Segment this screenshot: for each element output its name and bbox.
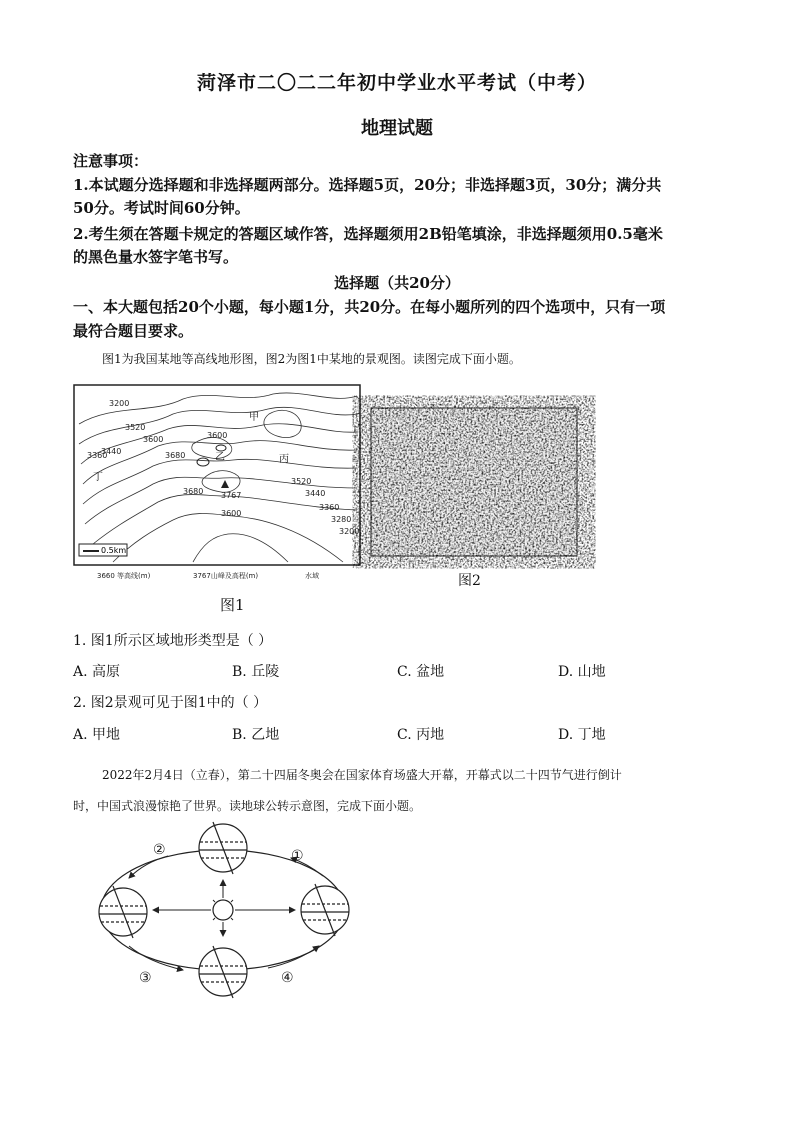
place-yi: 乙: [215, 452, 225, 463]
contour-label: 3440: [305, 489, 326, 498]
q1-option-b[interactable]: B. 丘陵: [232, 664, 280, 680]
orbit-label-2: ②: [153, 842, 166, 858]
contour-label: 3360: [319, 503, 340, 512]
orbit-label-1: ①: [291, 848, 304, 864]
q2-option-a[interactable]: A. 甲地: [73, 727, 121, 743]
q1-option-c[interactable]: C. 盆地: [397, 664, 445, 680]
notice-line-1b: 50分。考试时间60分钟。: [73, 199, 250, 217]
notice-line-2a: 2.考生须在答题卡规定的答题区域作答，选择题须用2B铅笔填涂，非选择题须用0.5毫米: [73, 225, 663, 243]
q1-option-d[interactable]: D. 山地: [558, 664, 606, 680]
context-paragraph-line1: 2022年2月4日（立春），第二十四届冬奥会在国家体育场盛大开幕，开幕式以二十四节气进行倒计: [102, 768, 622, 782]
orbit-label-4: ④: [281, 970, 294, 986]
notice-line-2b: 的黑色量水签字笔书写。: [73, 248, 239, 266]
part-instruction-a: 一、本大题包括20个小题，每小题1分，共20分。在每小题所列的四个选项中，只有一项: [73, 298, 666, 316]
section-title: 选择题（共20分）: [334, 274, 460, 292]
notice-line-1a: 1.本试题分选择题和非选择题两部分。选择题5页，20分；非选择题3页，30分；满分共: [73, 176, 662, 194]
question-1-stem: 1. 图1所示区域地形类型是（ ）: [73, 633, 273, 649]
contour-label: 3520: [125, 423, 146, 432]
page-title: 菏泽市二〇二二年初中学业水平考试（中考）: [196, 72, 597, 94]
contour-label: 3200: [109, 399, 130, 408]
scale-label: 0.5km: [101, 546, 127, 555]
contour-label: 3680: [165, 451, 186, 460]
earth-orbit-diagram: [73, 812, 373, 1012]
page-subtitle: 地理试题: [361, 118, 433, 139]
context-paragraph-line2: 时，中国式浪漫惊艳了世界。读地球公转示意图，完成下面小题。: [73, 799, 422, 813]
figure-intro: 图1为我国某地等高线地形图，图2为图1中某地的景观图。读图完成下面小题。: [102, 352, 521, 366]
sun-icon: [208, 895, 238, 925]
earth-right: [301, 884, 349, 936]
earth-top: [199, 822, 247, 874]
place-ding: 丁: [93, 472, 103, 483]
question-2-stem: 2. 图2景观可见于图1中的（ ）: [73, 695, 268, 711]
orbit-label-3: ③: [139, 970, 152, 986]
contour-label: 3200: [339, 527, 360, 536]
peak-label: 3767: [221, 491, 242, 500]
contour-label: 3600: [207, 431, 228, 440]
contour-label: 3280: [331, 515, 352, 524]
contour-label: 3600: [221, 509, 242, 518]
landscape-photo: [371, 408, 577, 556]
contour-label: 3680: [183, 487, 204, 496]
place-bing: 丙: [279, 454, 289, 465]
contour-label: 3520: [291, 477, 312, 486]
earth-bottom: [199, 946, 247, 998]
contour-label: 3600: [143, 435, 164, 444]
part-instruction-b: 最符合题目要求。: [73, 322, 194, 340]
q2-option-c[interactable]: C. 丙地: [397, 727, 445, 743]
legend-contour: 3660 等高线(m): [97, 572, 151, 580]
figure1-caption: 图1: [220, 596, 245, 614]
figure2-caption: 图2: [458, 573, 481, 589]
legend-water: 水域: [305, 572, 319, 580]
contour-label: 3440: [101, 447, 122, 456]
notice-heading: 注意事项：: [73, 152, 149, 170]
q2-option-b[interactable]: B. 乙地: [232, 727, 280, 743]
contour-map-figure: [73, 384, 365, 580]
contour-label: 3360: [87, 451, 108, 460]
q1-option-a[interactable]: A. 高原: [73, 664, 121, 680]
place-jia: 甲: [249, 412, 259, 423]
q2-option-d[interactable]: D. 丁地: [558, 727, 606, 743]
legend-peak: 3767山峰及高程(m): [193, 572, 259, 580]
